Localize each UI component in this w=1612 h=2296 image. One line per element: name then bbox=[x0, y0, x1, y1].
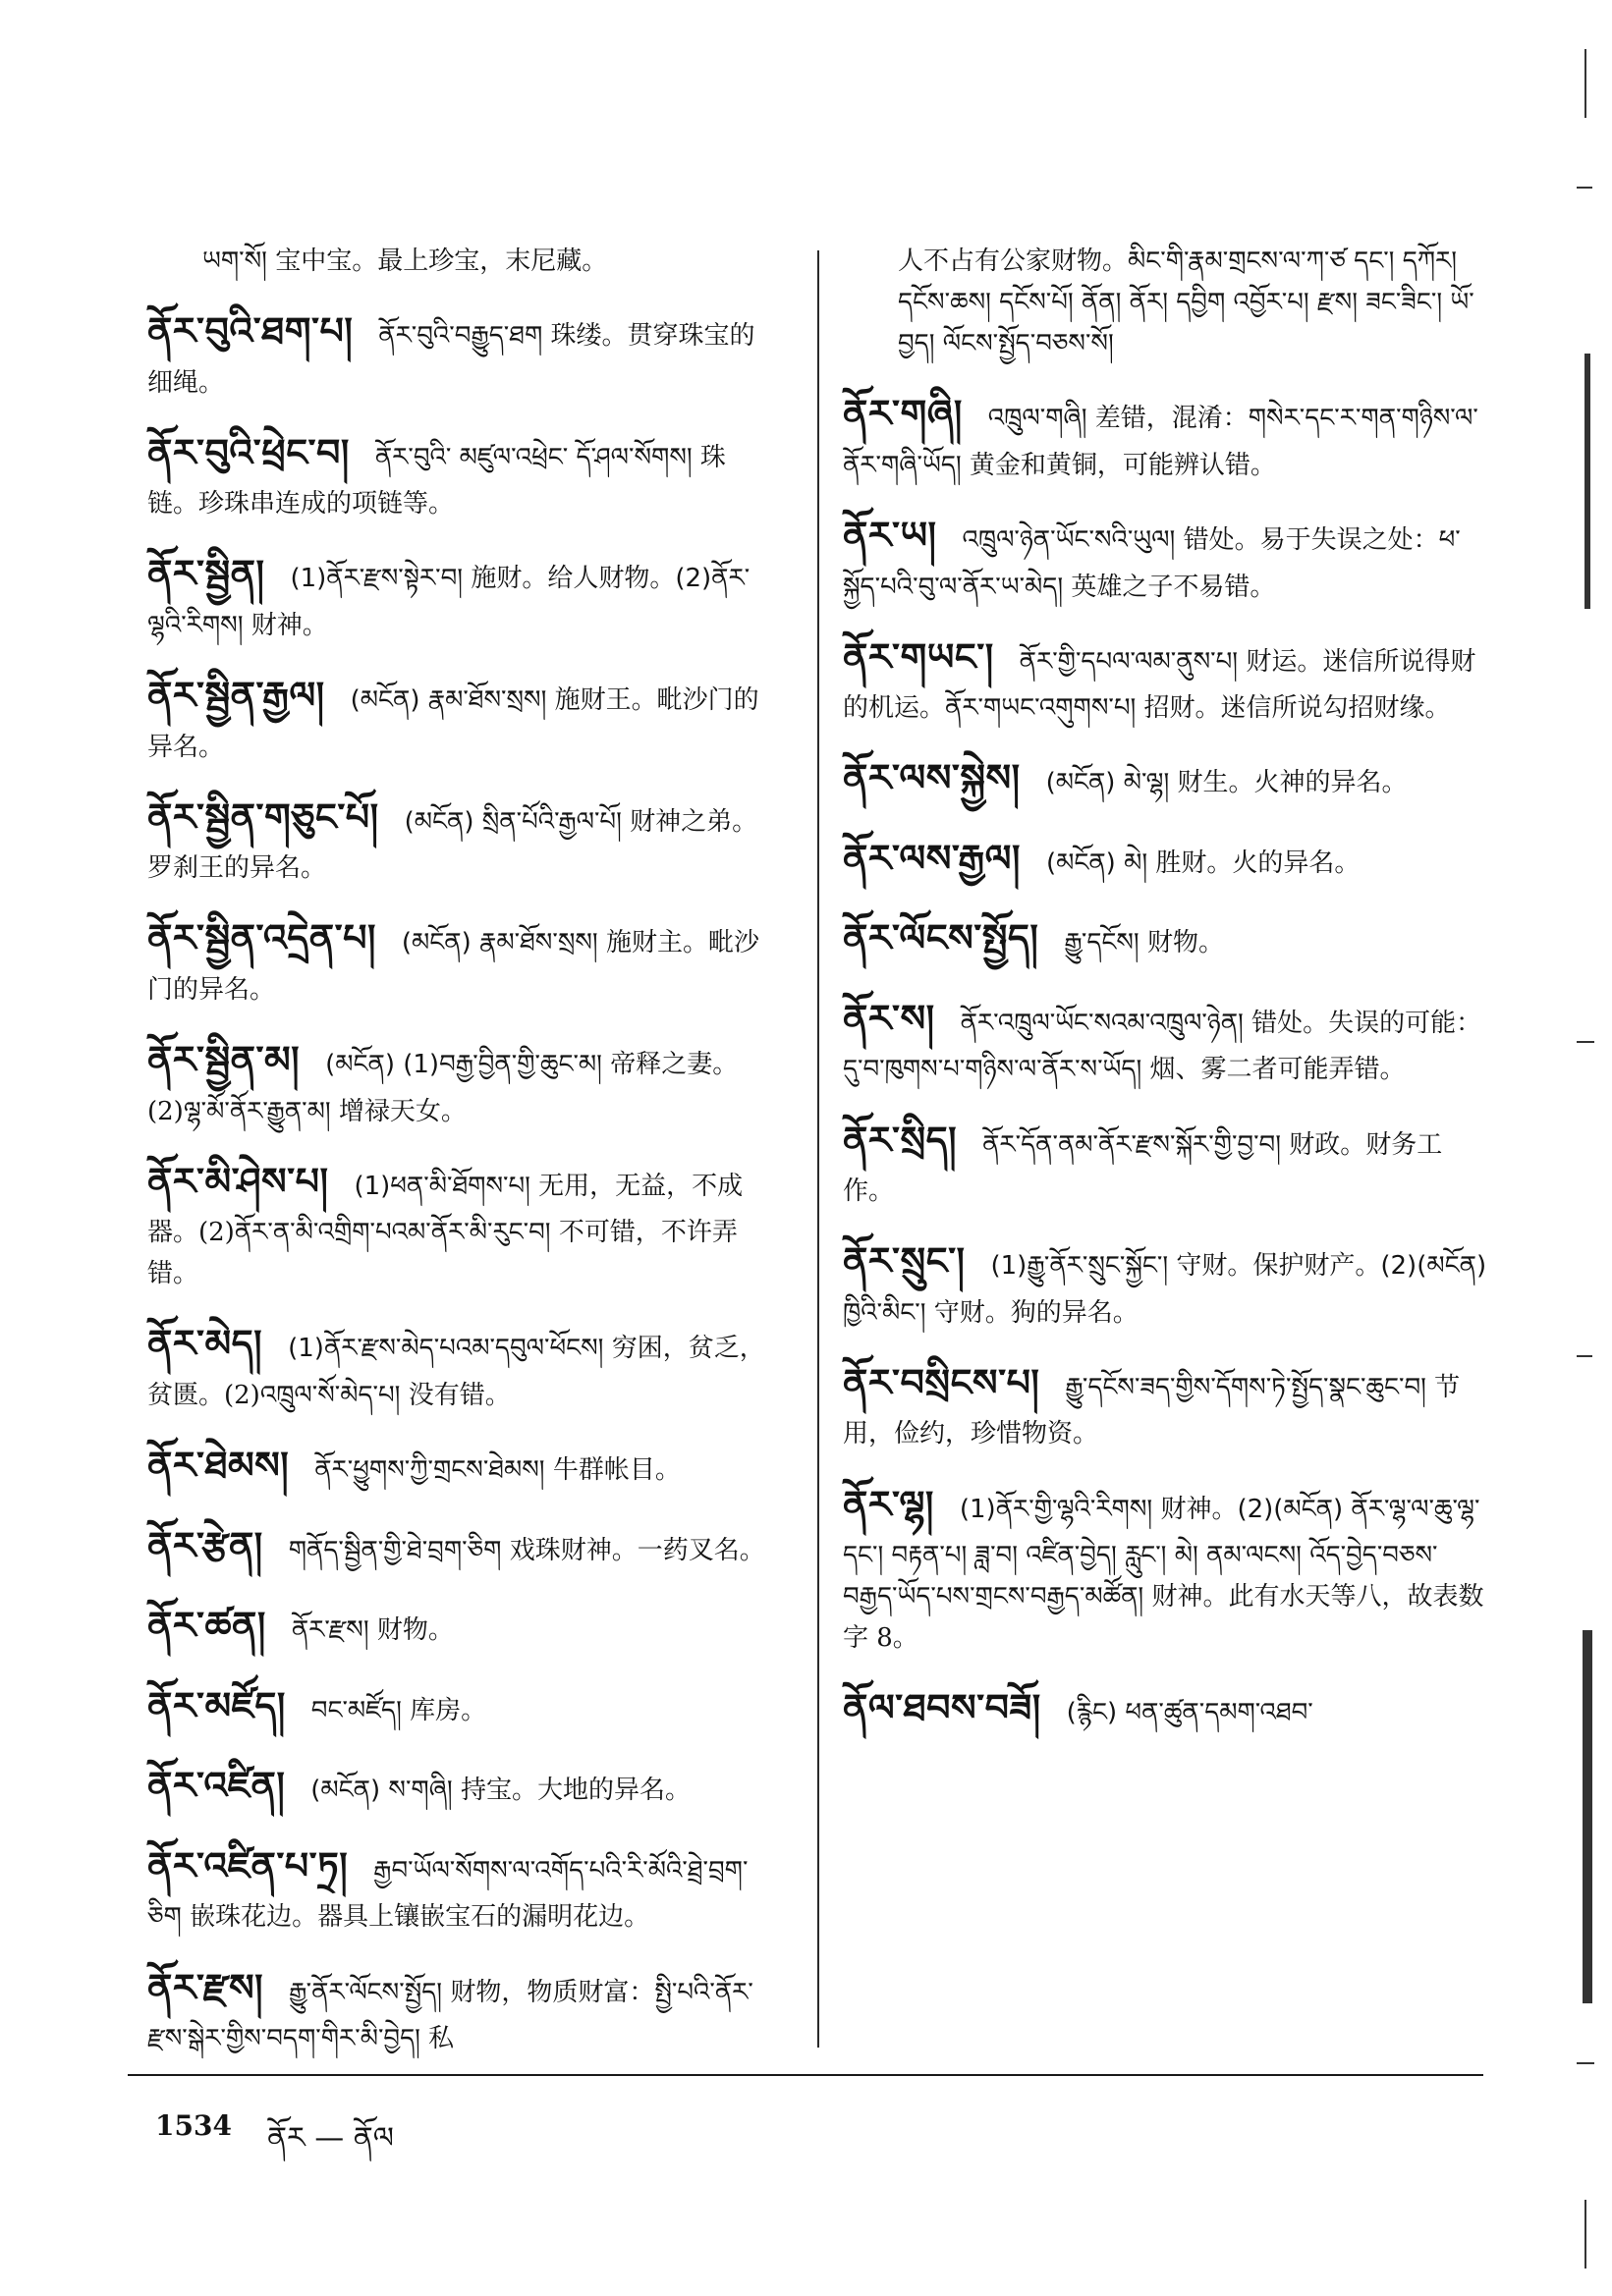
entry-tibetan-definition: རྒྱུ་ནོར་ལོངས་སྤྱོད། bbox=[289, 1977, 451, 2007]
dictionary-entry bbox=[147, 666, 776, 768]
entry-tibetan-definition: འཁྲུལ་གཞི། bbox=[987, 404, 1095, 434]
entry-tibetan-definition: (མངོན) རྣམ་ཐོས་སྲས། bbox=[350, 685, 555, 716]
entry-chinese-gloss: 财政。财务工作。 bbox=[843, 1129, 1443, 1207]
entry-tibetan-definition: ནོར་གྱི་དཔལ་ལམ་ནུས་པ། bbox=[1019, 646, 1247, 677]
entry-tibetan-definition: གནོད་སྦྱིན་གྱི་ཐེ་བྲག་ཅིག bbox=[288, 1535, 510, 1565]
dictionary-entry bbox=[843, 1475, 1491, 1660]
dictionary-entry bbox=[147, 788, 776, 890]
entry-headword: ནོར་ཚན། bbox=[147, 1604, 266, 1648]
dictionary-entry bbox=[147, 1836, 776, 1939]
entry-headword: ནོར་སྦྱིན་འདྲེན་པ། bbox=[147, 916, 376, 960]
running-head: ནོར — ནོལ bbox=[267, 2121, 394, 2156]
entry-chinese-gloss: 财生。火神的异名。 bbox=[1177, 768, 1408, 798]
entry-headword: ནོར་སྲུང་། bbox=[843, 1239, 966, 1284]
entry-headword: ནོར་མཛོད། bbox=[147, 1683, 286, 1727]
column-divider bbox=[817, 250, 819, 2048]
dictionary-entry bbox=[147, 1676, 776, 1737]
entry-headword: ནོར་རྩེན། bbox=[147, 1523, 263, 1567]
entry-tibetan-definition: ནོར་བུའི་ མཛུལ་འཕྲེང་ དོ་ཤལ་སོགས། bbox=[374, 442, 700, 472]
entry-headword: ནོར་མེད། bbox=[147, 1322, 263, 1366]
dictionary-entry bbox=[843, 241, 1491, 364]
entry-tibetan-definition: (མངོན) རྣམ་ཐོས་སྲས། bbox=[401, 928, 606, 958]
entry-chinese-gloss: 施财王。毗沙门的异名。 bbox=[147, 685, 759, 762]
entry-chinese-gloss: 财物。 bbox=[376, 1615, 454, 1646]
dictionary-entry bbox=[147, 1314, 776, 1416]
dictionary-entry bbox=[147, 1436, 776, 1497]
footer-rule bbox=[128, 2074, 1483, 2076]
entry-chinese-gloss: 财物。 bbox=[1146, 928, 1224, 958]
entry-headword: ནོར་གཡང་། bbox=[843, 634, 994, 679]
entry-tibetan-definition: རྒྱུ་དངོས་ཟད་གྱིས་དོགས་ཏེ་སྤྱོད་སྣང་ཆུང་བ། bbox=[1065, 1372, 1435, 1402]
dictionary-entry bbox=[147, 1152, 776, 1295]
entry-headword: ནོར་སྦྱིན། bbox=[147, 552, 265, 596]
entry-tibetan-definition: ནོར་ཕྱུགས་ཀྱི་གྲངས་ཐེམས། bbox=[314, 1455, 553, 1486]
dictionary-entry bbox=[843, 1111, 1491, 1213]
entry-chinese-gloss: 财神。 bbox=[250, 610, 328, 640]
dictionary-entry bbox=[843, 908, 1491, 969]
entry-tibetan-definition: ནོར་རྫས། bbox=[291, 1615, 377, 1646]
entry-headword: ནོར་གཞི། bbox=[843, 392, 963, 436]
dictionary-entry bbox=[147, 1958, 776, 2060]
entry-tibetan-definition: རྒྱུ་དངོས། bbox=[1064, 928, 1147, 958]
dictionary-entry bbox=[843, 506, 1491, 608]
entry-chinese-gloss: 珠链。珍珠串连成的项链等。 bbox=[147, 442, 726, 519]
dictionary-entry bbox=[843, 829, 1491, 890]
entry-chinese-gloss: 胜财。火的异名。 bbox=[1155, 847, 1361, 878]
entry-chinese-gloss: 财神。此有水天等八，故表数字 8。 bbox=[843, 1582, 1484, 1654]
dictionary-entry bbox=[147, 1030, 776, 1132]
entry-headword: ནོར་བསྲིངས་པ། bbox=[843, 1360, 1040, 1404]
entry-headword: ནོར་སྦྱིན་རྒྱལ། bbox=[147, 674, 325, 718]
dictionary-entry bbox=[147, 241, 776, 282]
dictionary-entry bbox=[147, 301, 776, 404]
entry-headword: ནོར་ལྷ། bbox=[843, 1482, 934, 1526]
dictionary-entry bbox=[147, 1516, 776, 1577]
entry-chinese-gloss: 财神之弟。罗刹王的异名。 bbox=[147, 806, 758, 884]
entry-tibetan-definition: (མངོན) མེ་ལྷ། bbox=[1045, 768, 1178, 798]
dictionary-entry bbox=[843, 1231, 1491, 1334]
entry-headword: ནོར་ལས་སྐྱེས། bbox=[843, 756, 1021, 800]
entry-chinese-gloss: 施财主。毗沙门的异名。 bbox=[147, 928, 759, 1005]
page-number: 1534 bbox=[155, 2109, 232, 2142]
entry-chinese-gloss: 持宝。大地的异名。 bbox=[460, 1776, 691, 1806]
dictionary-entry bbox=[147, 1596, 776, 1657]
entry-tibetan-definition: ཡག་སོ། bbox=[202, 246, 276, 276]
entry-headword: ནོར་འཛིན་པ་ཏྲ། bbox=[147, 1843, 349, 1887]
entry-tibetan-definition: (རྙིང) ཕན་ཚུན་དམག་འཐབ་ bbox=[1066, 1698, 1313, 1728]
entry-headword: ནོལ་ཐབས་བཟོ། bbox=[843, 1686, 1041, 1730]
entry-headword: ནོར་སྲིད། bbox=[843, 1118, 958, 1162]
dictionary-entry bbox=[843, 628, 1491, 730]
entry-chinese-gloss: 守财。狗的异名。 bbox=[933, 1297, 1139, 1328]
entry-tibetan-definition: (མངོན) མེ། bbox=[1045, 847, 1156, 878]
entry-chinese-gloss: 穷困，贫乏，贫匮。(2)འཁྲུལ་སོ་མེད་པ། 没有错。 bbox=[147, 1334, 765, 1411]
entry-tibetan-definition: (1)ནོར་གྱི་ལྷའི་རིགས། 财神。(2)(མངོན) ནོར་ལྷ་ལ་ཆུ་ལྷ་དང་། བརྟན་པ། ཟླ་བ། འཛིན་བྱེད། རླུང་། མེ། ནམ་ལངས། འོད་བྱེད་བཅས་བརྒྱད་ཡོད་པས་གྲངས་བརྒྱད་མཚོན། bbox=[843, 1494, 1480, 1613]
entry-headword: ནོར་སྦྱིན་མ། bbox=[147, 1038, 301, 1082]
entry-chinese-gloss: 财物，物质财富：སྤྱི་པའི་ནོར་རྫས་སྒེར་གྱིས་བདག་གིར་མི་བྱེད། 私 bbox=[147, 1977, 753, 2054]
entry-chinese-gloss: 珠缕。贯穿珠宝的细绳。 bbox=[147, 321, 755, 398]
entry-headword: ནོར་བུའི་ཐག་པ། bbox=[147, 309, 354, 354]
entry-tibetan-definition: ནོར་འཁྲུལ་ཡོང་སའམ་འཁྲུལ་ཉེན། bbox=[960, 1008, 1252, 1038]
entry-headword: ནོར་བུའི་ཕྲེང་བ། bbox=[147, 430, 350, 474]
entry-tibetan-definition: (མངོན) ས་གཞི། bbox=[310, 1776, 461, 1806]
dictionary-entry bbox=[843, 989, 1491, 1091]
entry-tibetan-definition: བང་མཛོད། bbox=[310, 1695, 411, 1725]
entry-chinese-gloss: 牛群帐目。 bbox=[552, 1455, 681, 1486]
entry-headword: ནོར་ས། bbox=[843, 996, 935, 1040]
right-column bbox=[843, 241, 1491, 1759]
left-column bbox=[147, 241, 776, 2079]
dictionary-entry bbox=[843, 1353, 1491, 1455]
entry-tibetan-definition: (1)ནོར་རྫས་མེད་པའམ་དབུལ་ཕོངས། bbox=[288, 1334, 612, 1364]
entry-headword: ནོར་ལོངས་སྤྱོད། bbox=[843, 916, 1039, 960]
entry-tibetan-definition: ནོར་བུའི་བརྒྱུད་ཐག bbox=[378, 321, 551, 352]
entry-tibetan-definition: (མངོན) སྲིན་པོའི་རྒྱལ་པོ། bbox=[404, 806, 631, 837]
dictionary-entry bbox=[843, 748, 1491, 809]
entry-chinese-gloss: 错处。易于失误之处：ཕ་སྐྱོད་པའི་བུ་ལ་ནོར་ཡ་མེད། 英雄之子不易错。 bbox=[843, 524, 1461, 602]
entry-chinese-gloss: 宝中宝。最上珍宝，末尼藏。 bbox=[275, 246, 608, 276]
dictionary-entry bbox=[843, 384, 1491, 486]
entry-chinese-gloss: 帝释之妻。(2)ལྷ་མོ་ནོར་རྒྱུན་མ། 增禄天女。 bbox=[147, 1050, 739, 1126]
entry-headword: ནོར་འཛིན། bbox=[147, 1764, 286, 1808]
entry-headword: ནོར་ཡ། bbox=[843, 513, 937, 557]
entry-chinese-gloss: 人不占有公家财物。མིང་གི་རྣམ་གྲངས་ལ་ཀ་ཙ དང་། དཀོར། དངོས་ཆས། དངོས་པོ། ནོན། ནོར། དབྱིག འབྱོར་པ། རྫས། ཟང་ཟིང་། ཡོ་བྱད། ལོངས་སྤྱོད་བཅས་སོ། bbox=[898, 246, 1474, 359]
dictionary-entry bbox=[147, 423, 776, 525]
entry-tibetan-definition: འཁྲུལ་ཉེན་ཡོང་སའི་ཡུལ། bbox=[962, 524, 1184, 555]
entry-tibetan-definition: ནོར་དོན་ནམ་ནོར་རྫས་སྐོར་གྱི་བྱ་བ། bbox=[982, 1129, 1290, 1160]
entry-chinese-gloss: 财运。迷信所说得财的机运。ནོར་གཡང་འགུགས་པ། 招财。迷信所说勾招财缘。 bbox=[843, 646, 1476, 724]
dictionary-entry bbox=[843, 1678, 1491, 1739]
entry-chinese-gloss: 差错，混淆：གསེར་དང་ར་གན་གཉིས་ལ་ནོར་གཞི་ཡོད། 黄金和黄铜，可能辨认错。 bbox=[843, 404, 1478, 480]
entry-headword: ནོར་མི་ཤེས་པ། bbox=[147, 1159, 329, 1203]
entry-tibetan-definition: (མངོན) (1)བརྒྱ་བྱིན་གྱི་ཆུང་མ། bbox=[325, 1050, 611, 1080]
scan-edge-marks bbox=[1563, 39, 1602, 2249]
entry-tibetan-definition: (1)རྒྱུ་ནོར་སྲུང་སྐྱོང་། 守财。保护财产。(2)(མངོན) ཁྱིའི་མིང་། bbox=[843, 1251, 1487, 1328]
dictionary-entry bbox=[147, 544, 776, 646]
entry-chinese-gloss: 节用，俭约，珍惜物资。 bbox=[843, 1372, 1461, 1449]
entry-tibetan-definition: རྒྱབ་ཡོལ་སོགས་ལ་འགོད་པའི་རི་མོའི་ཐྲེ་བྲག་ཅིག bbox=[147, 1855, 749, 1933]
entry-tibetan-definition: (1)ནོར་རྫས་སྟེར་བ། 施财。给人财物。(2)ནོར་ལྷའི་རིགས། bbox=[147, 564, 750, 640]
entry-tibetan-definition: (1)ཕན་མི་ཐོགས་པ། bbox=[354, 1171, 539, 1201]
entry-chinese-gloss: 嵌珠花边。器具上镶嵌宝石的漏明花边。 bbox=[190, 1902, 650, 1933]
entry-headword: ནོར་ལས་རྒྱལ། bbox=[843, 836, 1021, 880]
dictionary-entry bbox=[147, 1756, 776, 1817]
entry-headword: ནོར་རྫས། bbox=[147, 1965, 264, 2009]
entry-chinese-gloss: 戏珠财神。一药叉名。 bbox=[509, 1535, 765, 1565]
entry-headword: ནོར་ཐེམས། bbox=[147, 1444, 290, 1488]
entry-chinese-gloss: 错处。失误的可能：དུ་བ་ཁུགས་པ་གཉིས་ལ་ནོར་ས་ཡོད། 烟、雾二者可能弄错。 bbox=[843, 1008, 1482, 1085]
entry-headword: ནོར་སྦྱིན་གཅུང་པོ། bbox=[147, 794, 379, 839]
dictionary-entry bbox=[147, 908, 776, 1011]
entry-chinese-gloss: 库房。 bbox=[410, 1695, 487, 1725]
entry-chinese-gloss: 无用，无益，不成器。(2)ནོར་ན་མི་འགྲིག་པའམ་ནོར་མི་རུང་བ། 不可错，不许弄错。 bbox=[147, 1171, 744, 1289]
